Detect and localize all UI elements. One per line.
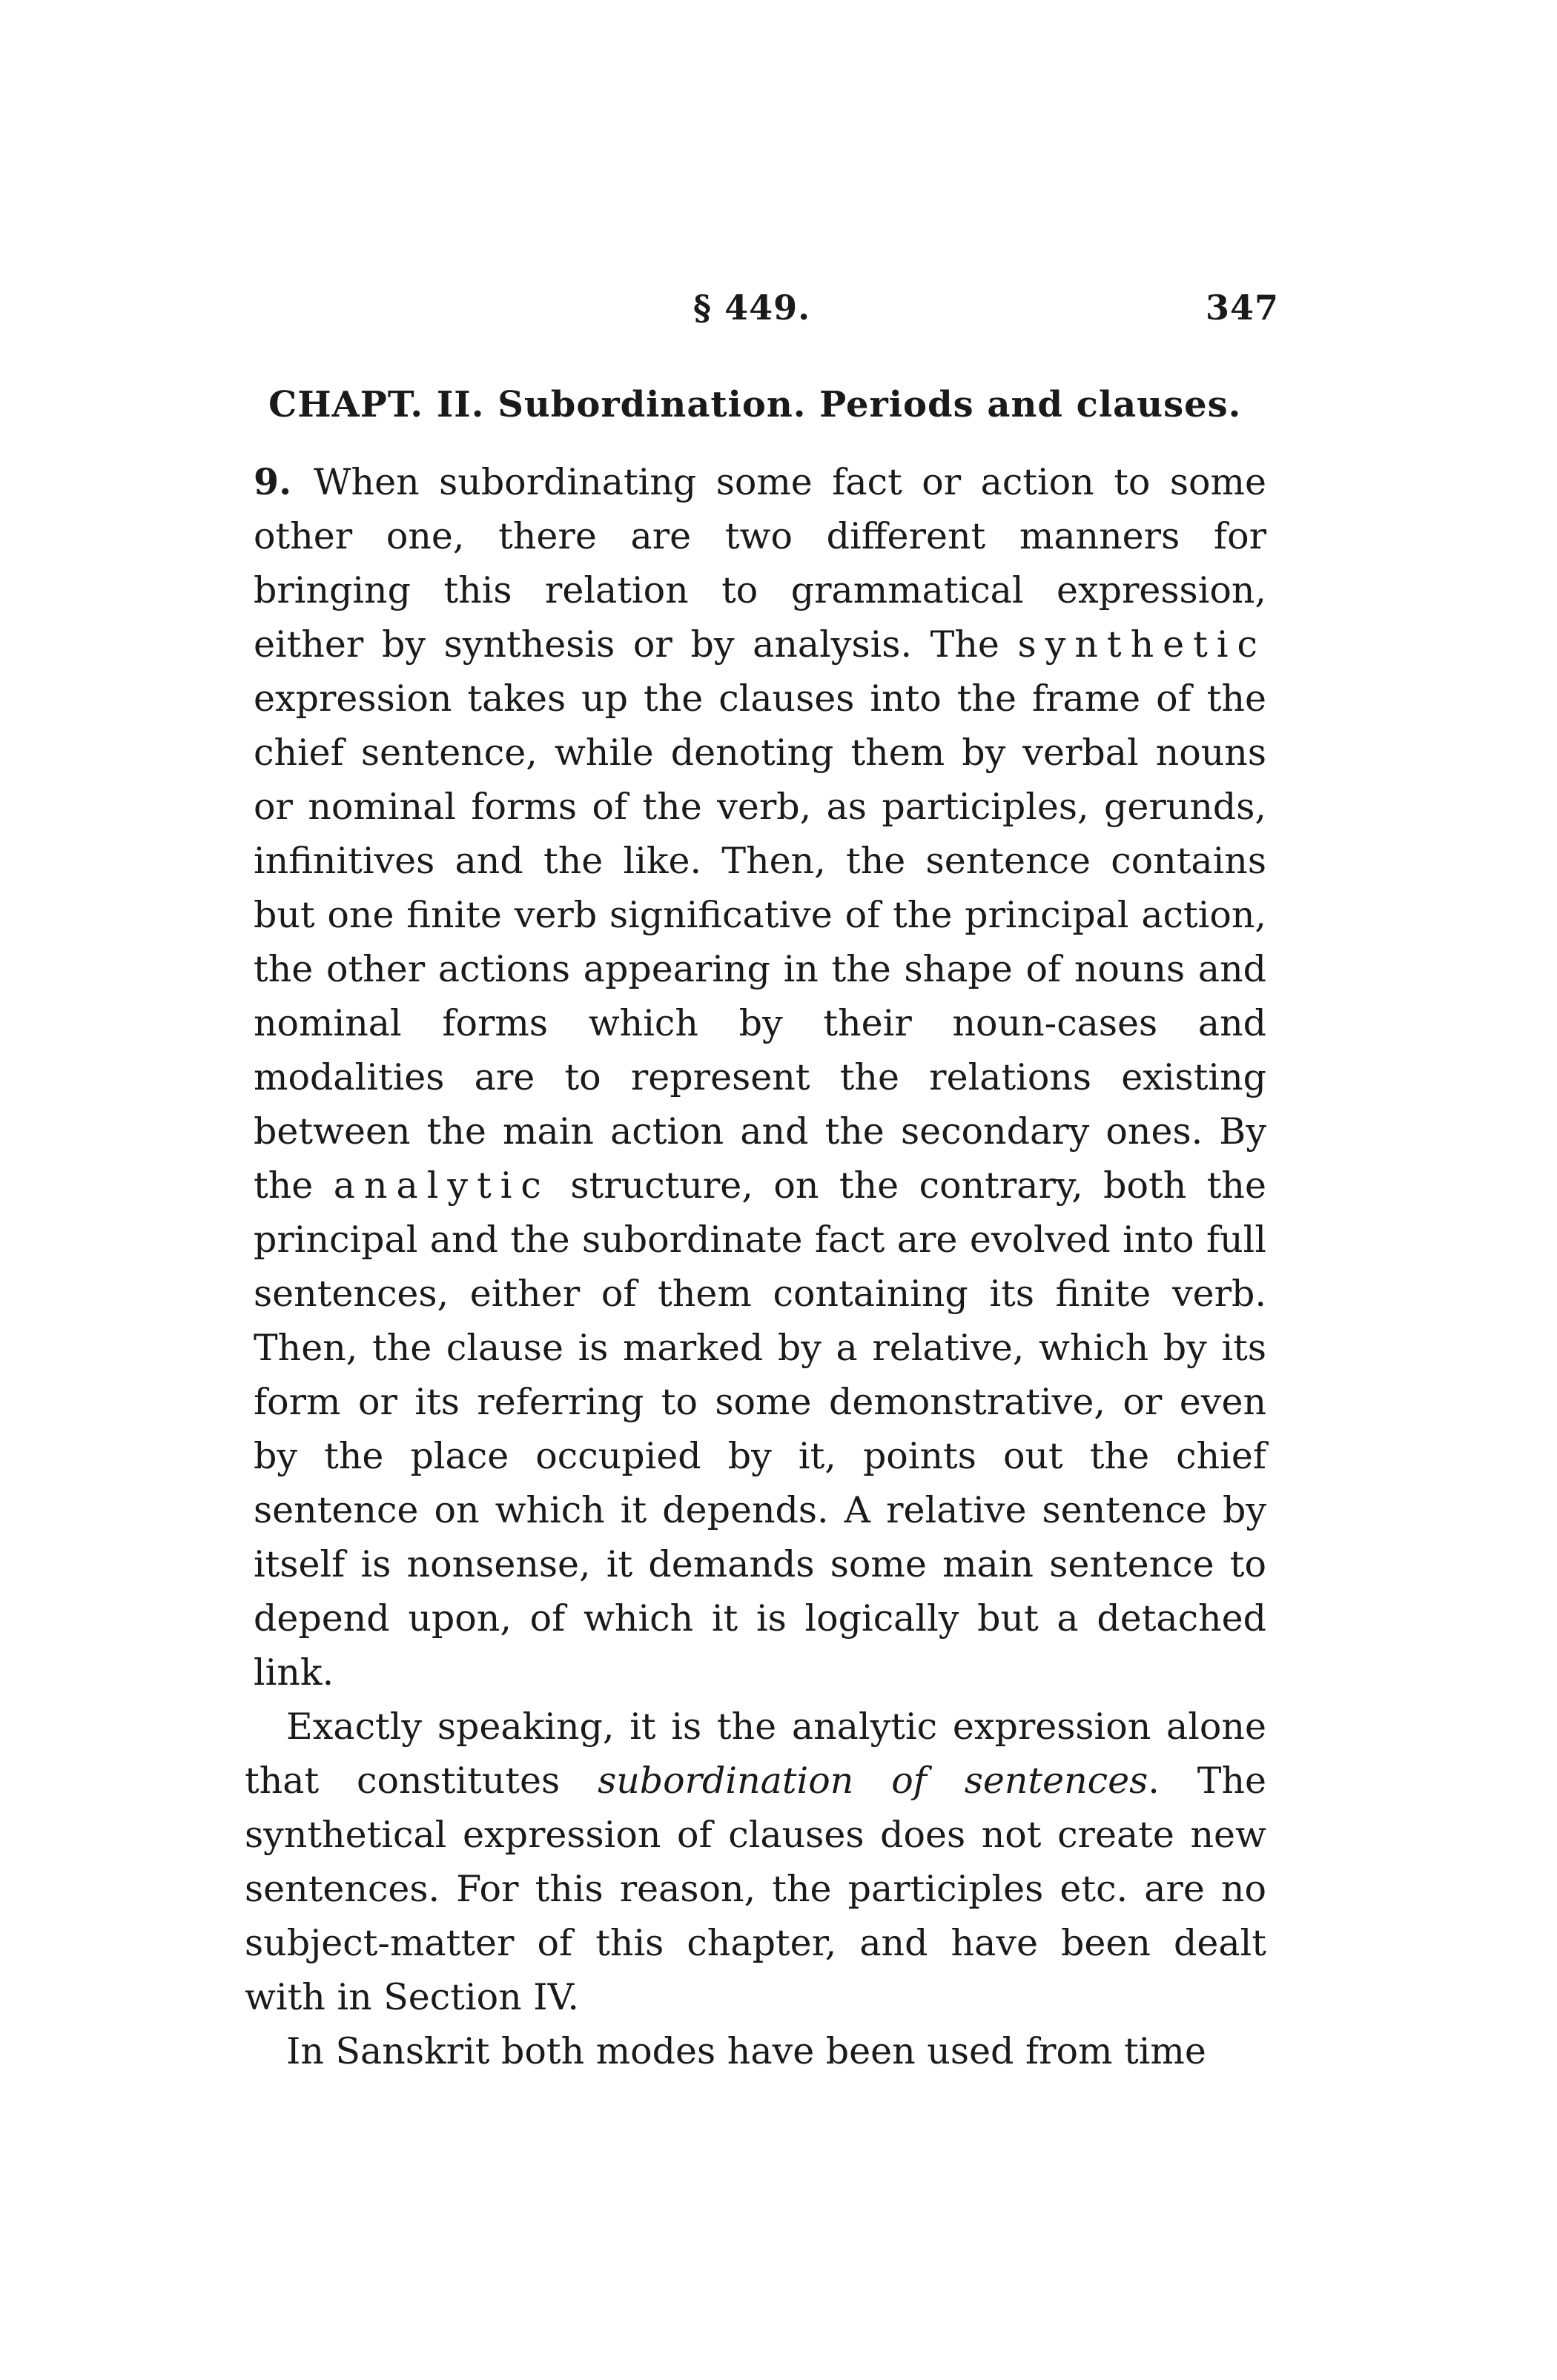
running-title (268, 384, 1241, 425)
body-text (245, 455, 1266, 2078)
paragraph-number: 9. (254, 460, 292, 503)
paragraph-9 (245, 455, 1266, 1700)
paragraph-sanskrit (245, 2024, 1266, 2078)
section-number: § 449. (693, 288, 811, 328)
paragraph-text: . The synthetical expression of clauses does not create new sentences. For this reason, the participles etc. are no subject-matter of this chapter, and have been dealt with in Section IV. (245, 1760, 1266, 2018)
italic-term: subordination of sentences (598, 1760, 1148, 1802)
spaced-term-synthetic: synthetic (1017, 623, 1266, 666)
paragraph-text: In Sanskrit both modes have been used from time (286, 2030, 1206, 2072)
chapter-label: CHAPT. II. (268, 384, 485, 425)
chapter-title: Subordination. Periods and clauses. (497, 384, 1242, 425)
page-number: 347 (1206, 288, 1280, 328)
paragraph-text: When subordinating some fact or action to some other one, there are two different manners for bringing this relation to grammatical expression, either by synthesis or by analysis. The (254, 461, 1266, 666)
paragraph-text: Exactly speaking, it is the analytic expression alone that constitutes (245, 1706, 1266, 1802)
paragraph-text: expression takes up the clauses into the frame of the chief sentence, while denoting them by verbal nouns or nominal forms of the verb, as participles, gerunds, infinitives and the like. Then, the sentence contains but one finite verb significative of the principal action, the other actions appearing in the shape of nouns and nominal forms which by their noun-cases and modalities are to represent the relations existing between the main action and the secondary ones. By the (254, 677, 1266, 1207)
paragraph-text: structure, on the contrary, both the principal and the subordinate fact are evolved into full sentences, either of them containing its finite verb. Then, the clause is marked by a relative, which by its form or its referring to some demonstrative, or even by the place occupied by it, points out the chief sentence on which it depends. A relative sentence by itself is nonsense, it demands some main sentence to depend upon, of which it is logically but a detached link. (254, 1164, 1266, 1694)
spaced-term-analytic: analytic (333, 1164, 550, 1207)
paragraph-exactly (245, 1700, 1266, 2024)
